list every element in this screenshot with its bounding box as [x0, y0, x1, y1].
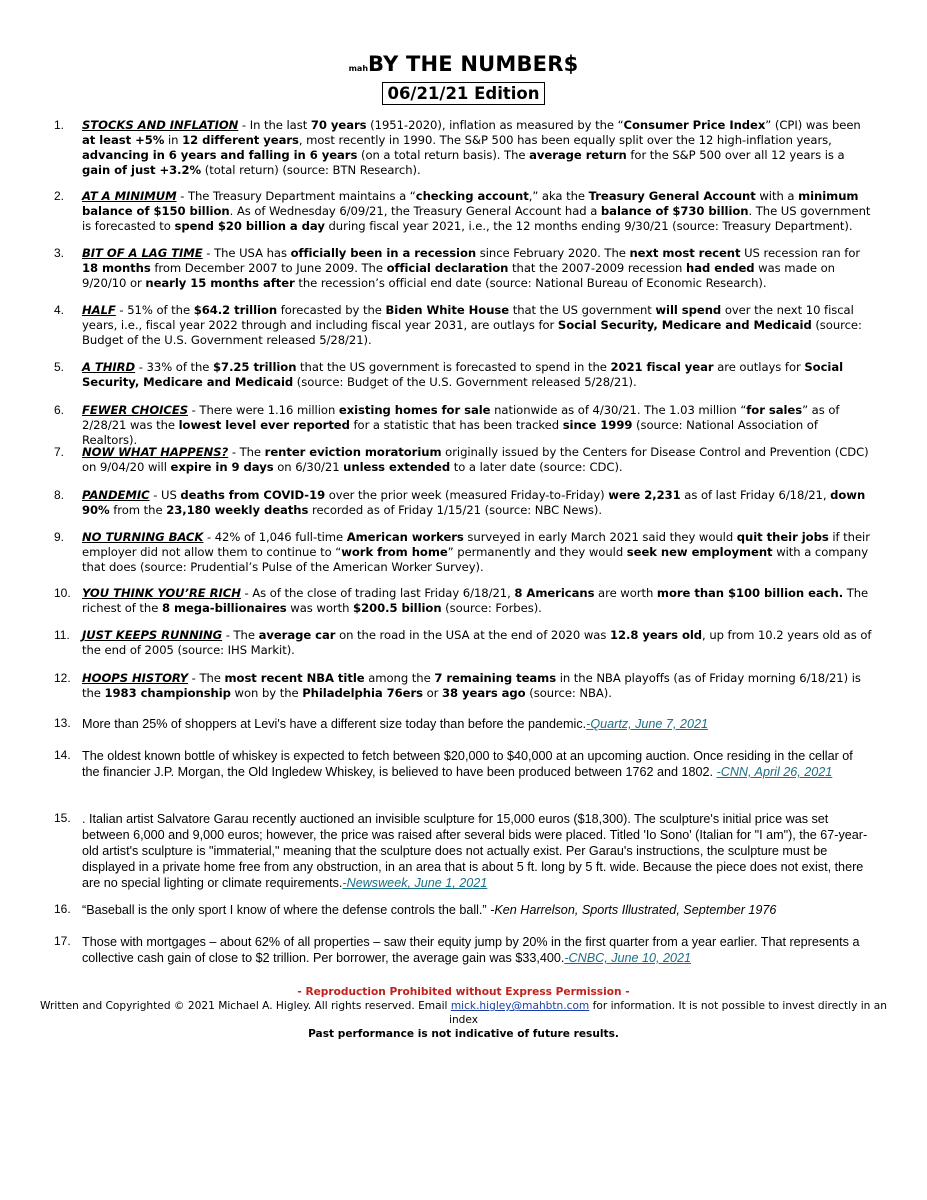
item-number: 7. [54, 445, 65, 459]
item-text: STOCKS AND INFLATION - In the last 70 years (1951-2020), inflation as measured by the “Consumer Price Index” (CPI) was been at least +5% in 12 different years, most recently in 1990. The S&P 500 has been equally split over the 12 high-inflation years, advancing in 6 years and falling in 6 years (on a total return basis). The average return for the S&P 500 over all 12 years is a gain of just +3.2% (total return) (source: BTN Research). [82, 118, 861, 178]
title-main: BY THE NUMBER$ [368, 52, 579, 76]
title-prefix: mah [348, 64, 369, 73]
item-text: Those with mortgages – about 62% of all properties – saw their equity jump by 20% in the first quarter from a year earlier. That represents a collective cash gain of close to $2 trillion. Per borrower, the average gain was $33,400.-CNBC, June 10, 2021 [82, 935, 860, 966]
emphasis: 12 different years [182, 133, 299, 148]
emphasis: at least +5% [82, 133, 165, 148]
item-headline: HOOPS HISTORY [82, 671, 189, 685]
item-headline: JUST KEEPS RUNNING [82, 628, 223, 642]
edition-box: 06/21/21 Edition [382, 82, 544, 105]
emphasis: 7 remaining teams [434, 671, 557, 685]
item-number: 16. [54, 902, 71, 916]
emphasis: Social Security, Medicare and Medicaid [557, 318, 812, 333]
emphasis: 1983 championship [104, 686, 231, 701]
emphasis: down 90% [82, 488, 866, 518]
emphasis: $64.2 trillion [193, 303, 278, 317]
emphasis: minimum balance of $150 billion [82, 189, 859, 219]
source-link[interactable]: -Newsweek, June 1, 2021 [342, 876, 488, 891]
item-headline: A THIRD [82, 360, 136, 374]
item-text: “Baseball is the only sport I know of where the defense controls the ball.” -Ken Harrelson, Sports Illustrated, September 1976 [82, 903, 777, 917]
item-number: 6. [54, 403, 65, 417]
item-text: JUST KEEPS RUNNING - The average car on the road in the USA at the end of 2020 was 12.8 years old, up from 10.2 years old as of the end of 2005 (source: IHS Markit). [82, 628, 872, 658]
item-number: 12. [54, 671, 71, 685]
emphasis: Treasury General Account [588, 189, 756, 203]
item-number: 2. [54, 189, 65, 203]
emphasis: lowest level ever reported [178, 418, 350, 433]
emphasis: work from home [341, 545, 448, 560]
emphasis: most recent NBA title [224, 671, 365, 685]
emphasis: Social Security, Medicare and Medicaid [82, 360, 844, 390]
source-link[interactable]: -CNBC, June 10, 2021 [564, 951, 692, 966]
page-title [0, 52, 927, 76]
item-text: NOW WHAT HAPPENS? - The renter eviction moratorium originally issued by the Centers for Disease Control and Prevention (CDC) on 9/04/20 will expire in 9 days on 6/30/21 unless extended to a later date (source: CDC). [82, 445, 869, 475]
emphasis: 23,180 weekly deaths [166, 503, 309, 518]
source-link[interactable]: -Quartz, June 7, 2021 [586, 717, 708, 731]
footer [40, 985, 887, 1041]
emphasis: will spend [655, 303, 722, 317]
emphasis: $7.25 trillion [213, 360, 297, 374]
item-headline: NOW WHAT HAPPENS? [82, 445, 229, 459]
emphasis: 12.8 years old [609, 628, 703, 642]
item-text: A THIRD - 33% of the $7.25 trillion that the US government is forecasted to spend in the 2021 fiscal year are outlays for Social Security, Medicare and Medicaid (source: Budget of the U.S. Government released 5/28/21). [82, 360, 844, 390]
item-text: More than 25% of shoppers at Levi's have a different size today than before the pandemic.-Quartz, June 7, 2021 [82, 717, 708, 731]
item-headline: HALF [82, 303, 116, 317]
item-number: 11. [54, 628, 70, 642]
item-text: HOOPS HISTORY - The most recent NBA title among the 7 remaining teams in the NBA playoffs (as of Friday morning 6/18/21) is the 1983 championship won by the Philadelphia 76ers or 38 years ago (source: NBA). [82, 671, 861, 701]
item-number: 5. [54, 360, 65, 374]
emphasis: nearly 15 months after [145, 276, 295, 291]
emphasis: since 1999 [562, 418, 633, 433]
emphasis: deaths from COVID-19 [180, 488, 326, 502]
email-link[interactable]: mick.higley@mahbtn.com [450, 1000, 590, 1012]
emphasis: 8 mega-billionaires [161, 601, 287, 616]
emphasis: $200.5 billion [353, 601, 442, 616]
item-text: . Italian artist Salvatore Garau recently auctioned an invisible sculpture for 15,000 euros ($18,300). The sculpture's initial price was set between 6,000 and 9,000 euros; however, the price was raised after several bids were placed. Titled 'Io Sono' (Italian for "I am"), the 67-year-old artist's sculpture is "immaterial," meaning that the sculpture does not actually exist. Per Garau's instructions, the sculpture must be displayed in a private home free from any obstruction, in an area that is about 5 ft. long by 5 ft. wide. Because the piece does not exist, there are no special lighting or climate requirements.-Newsweek, June 1, 2021 [82, 812, 868, 891]
emphasis: Philadelphia 76ers [302, 686, 423, 701]
item-text: AT A MINIMUM - The Treasury Department maintains a “checking account,” aka the Treasury General Account with a minimum balance of $150 billion. As of Wednesday 6/09/21, the Treasury General Account had a balance of $730 billion. The US government is forecasted to spend $20 billion a day during fiscal year 2021, i.e., the 12 months ending 9/30/21 (source: Treasury Department). [82, 189, 871, 234]
item-number: 14. [54, 748, 71, 762]
item-text: HALF - 51% of the $64.2 trillion forecasted by the Biden White House that the US government will spend over the next 10 fiscal years, i.e., fiscal year 2022 through and including fiscal year 2031, are outlays for Social Security, Medicare and Medicaid (source: Budget of the U.S. Government released 5/28/21). [82, 303, 862, 348]
emphasis: had ended [685, 261, 755, 276]
item-text: BIT OF A LAG TIME - The USA has officially been in a recession since February 2020. The next most recent US recession ran for 18 months from December 2007 to June 2009. The official declaration that the 2007-2009 recession had ended was made on 9/20/10 or nearly 15 months after the recession’s official end date (source: National Bureau of Economic Research). [82, 246, 861, 291]
item-number: 9. [54, 530, 65, 544]
emphasis: existing homes for sale [338, 403, 491, 417]
item-number: 3. [54, 246, 65, 260]
item-headline: BIT OF A LAG TIME [82, 246, 203, 260]
item-headline: AT A MINIMUM [82, 189, 177, 203]
item-headline: PANDEMIC [82, 488, 150, 502]
emphasis: expire in 9 days [170, 460, 274, 475]
emphasis: average return [529, 148, 627, 163]
emphasis: renter eviction moratorium [264, 445, 442, 459]
item-headline: STOCKS AND INFLATION [82, 118, 239, 132]
emphasis: 8 Americans [514, 586, 595, 600]
emphasis: seek new employment [626, 545, 773, 560]
item-number: 1. [54, 118, 65, 132]
item-number: 8. [54, 488, 65, 502]
source-link[interactable]: -CNN, April 26, 2021 [716, 765, 833, 780]
emphasis: 38 years ago [442, 686, 526, 701]
item-number: 13. [54, 716, 71, 730]
item-headline: FEWER CHOICES [82, 403, 189, 417]
item-text: FEWER CHOICES - There were 1.16 million existing homes for sale nationwide as of 4/30/21. The 1.03 million “for sales” as of 2/28/21 was the lowest level ever reported for a statistic that has been tracked since 1999 (source: National Association of Realtors). [82, 403, 840, 448]
emphasis: Consumer Price Index [623, 118, 766, 132]
copyright-post: for information. It is not possible to invest directly in an index [449, 1000, 887, 1026]
copyright-pre: Written and Copyrighted © 2021 Michael A. Higley. All rights reserved. Email [40, 1000, 451, 1012]
emphasis: 2021 fiscal year [610, 360, 714, 374]
item-number: 17. [54, 934, 71, 948]
emphasis: officially been in a recession [290, 246, 477, 260]
emphasis: balance of $730 billion [600, 204, 749, 219]
item-text: NO TURNING BACK - 42% of 1,046 full-time American workers surveyed in early March 2021 said they would quit their jobs if their employer did not allow them to continue to “work from home” permanently and they would seek new employment with a company that does (source: Prudential’s Pulse of the American Worker Survey). [82, 530, 870, 575]
item-number: 15. [54, 811, 71, 825]
item-headline: YOU THINK YOU’RE RICH [82, 586, 241, 600]
item-text: YOU THINK YOU’RE RICH - As of the close of trading last Friday 6/18/21, 8 Americans are worth more than $100 billion each. The richest of the 8 mega-billionaires was worth $200.5 billion (source: Forbes). [82, 586, 869, 616]
item-text: PANDEMIC - US deaths from COVID-19 over the prior week (measured Friday-to-Friday) were 2,231 as of last Friday 6/18/21, down 90% from the 23,180 weekly deaths recorded as of Friday 1/15/21 (source: NBC News). [82, 488, 866, 518]
quote-attribution: -Ken Harrelson, Sports Illustrated, September 1976 [490, 903, 777, 917]
emphasis: gain of just +3.2% [82, 163, 202, 178]
emphasis: next most recent [629, 246, 741, 260]
emphasis: for sales [746, 403, 803, 417]
emphasis: quit their jobs [736, 530, 829, 544]
emphasis: were 2,231 [608, 488, 681, 502]
emphasis: Biden White House [385, 303, 510, 317]
performance-disclaimer: Past performance is not indicative of future results. [308, 1028, 619, 1040]
item-headline: NO TURNING BACK [82, 530, 204, 544]
item-number: 10. [54, 586, 71, 600]
emphasis: American workers [346, 530, 464, 544]
copyright-line [40, 999, 887, 1027]
emphasis: 18 months [82, 261, 151, 276]
emphasis: checking account [415, 189, 529, 203]
reproduction-notice: - Reproduction Prohibited without Express Permission - [297, 986, 630, 998]
emphasis: 70 years [310, 118, 367, 132]
item-text: The oldest known bottle of whiskey is expected to fetch between $20,000 to $40,000 at an upcoming auction. Once residing in the cellar of the financier J.P. Morgan, the Old Ingledew Whiskey, is believed to have been produced between 1762 and 1802. -CNN, April 26, 2021 [82, 749, 853, 780]
emphasis: official declaration [386, 261, 509, 276]
emphasis: more than $100 billion each. [656, 586, 844, 600]
item-number: 4. [54, 303, 65, 317]
emphasis: spend $20 billion a day [174, 219, 325, 234]
emphasis: average car [258, 628, 336, 642]
emphasis: unless extended [343, 460, 451, 475]
emphasis: advancing in 6 years and falling in 6 years [82, 148, 358, 163]
